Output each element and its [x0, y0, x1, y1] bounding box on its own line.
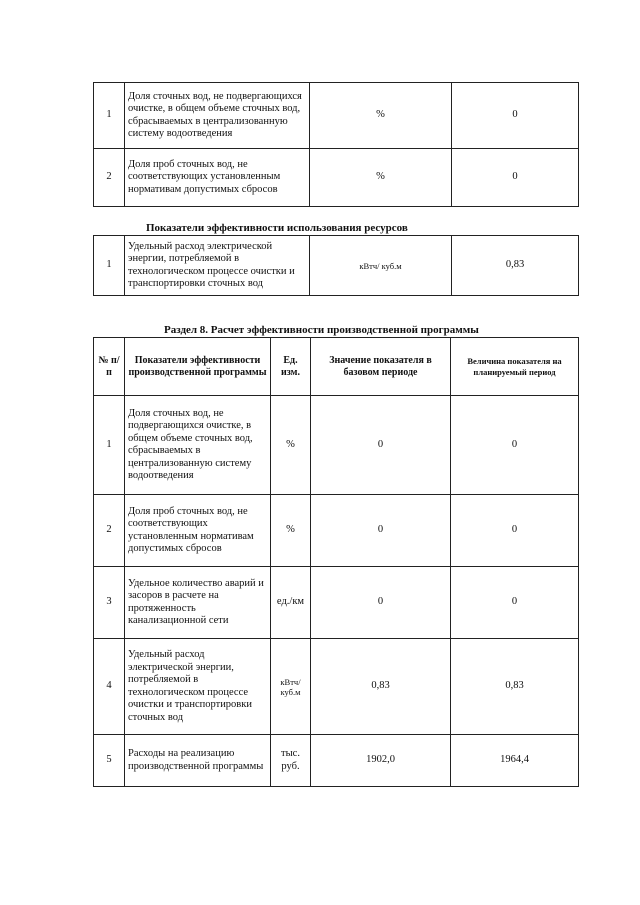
unit: %	[310, 83, 452, 149]
row-number: 3	[94, 567, 125, 639]
value: 0	[452, 149, 579, 207]
row-number: 1	[94, 396, 125, 495]
unit: тыс. руб.	[271, 735, 311, 787]
table-row	[94, 735, 579, 787]
planned-value: 0,83	[451, 639, 579, 735]
indicator-name: Удельный расход электрической энергии, потребляемой в технологическом процессе очистки и транспортировки сточных вод	[125, 639, 271, 735]
indicator-name: Доля сточных вод, не подвергающихся очистке, в общем объеме сточных вод, сбрасываемых в централизованную систему водоотведения	[125, 83, 310, 149]
planned-value: 0	[451, 495, 579, 567]
planned-value: 1964,4	[451, 735, 579, 787]
planned-value: 0	[451, 567, 579, 639]
table-row	[94, 639, 579, 735]
header-planned: Величина показателя на планируемый период	[451, 338, 579, 396]
indicator-name: Доля сточных вод, не подвергающихся очистке, в общем объеме сточных вод, сбрасываемых в централизованную систему водоотведения	[125, 396, 271, 495]
row-number: 2	[94, 149, 125, 207]
header-row	[94, 338, 579, 396]
unit: кВтч/ куб.м	[271, 639, 311, 735]
indicator-name: Удельный расход электрической энергии, потребляемой в технологическом процессе очистки и транспортировки сточных вод	[125, 236, 310, 296]
unit: %	[271, 495, 311, 567]
row-number: 5	[94, 735, 125, 787]
planned-value: 0	[451, 396, 579, 495]
table-row	[94, 83, 579, 149]
effectiveness-table-top	[93, 82, 579, 207]
header-name: Показатели эффективности производственной программы	[125, 338, 271, 396]
unit: %	[271, 396, 311, 495]
row-number: 1	[94, 83, 125, 149]
row-number: 2	[94, 495, 125, 567]
indicator-name: Расходы на реализацию производственной программы	[125, 735, 271, 787]
unit: ед./км	[271, 567, 311, 639]
indicator-name: Доля проб сточных вод, не соответствующих установленным нормативам допустимых сбросов	[125, 149, 310, 207]
resources-heading: Показатели эффективности использования ресурсов	[146, 222, 408, 234]
table-row	[94, 236, 579, 296]
header-base: Значение показателя в базовом периоде	[311, 338, 451, 396]
base-value: 0	[311, 495, 451, 567]
row-number: 4	[94, 639, 125, 735]
unit: кВтч/ куб.м	[310, 236, 452, 296]
header-num: № п/п	[94, 338, 125, 396]
table-row	[94, 396, 579, 495]
header-unit: Ед. изм.	[271, 338, 311, 396]
table-row	[94, 149, 579, 207]
base-value: 0	[311, 396, 451, 495]
table-row	[94, 567, 579, 639]
base-value: 0,83	[311, 639, 451, 735]
section8-table	[93, 337, 579, 787]
base-value: 0	[311, 567, 451, 639]
row-number: 1	[94, 236, 125, 296]
resources-table	[93, 235, 579, 296]
unit: %	[310, 149, 452, 207]
indicator-name: Удельное количество аварий и засоров в расчете на протяженность канализационной сети	[125, 567, 271, 639]
table-row	[94, 495, 579, 567]
base-value: 1902,0	[311, 735, 451, 787]
value: 0	[452, 83, 579, 149]
section8-heading: Раздел 8. Расчет эффективности производственной программы	[164, 324, 479, 336]
value: 0,83	[452, 236, 579, 296]
indicator-name: Доля проб сточных вод, не соответствующих установленным нормативам допустимых сбросов	[125, 495, 271, 567]
